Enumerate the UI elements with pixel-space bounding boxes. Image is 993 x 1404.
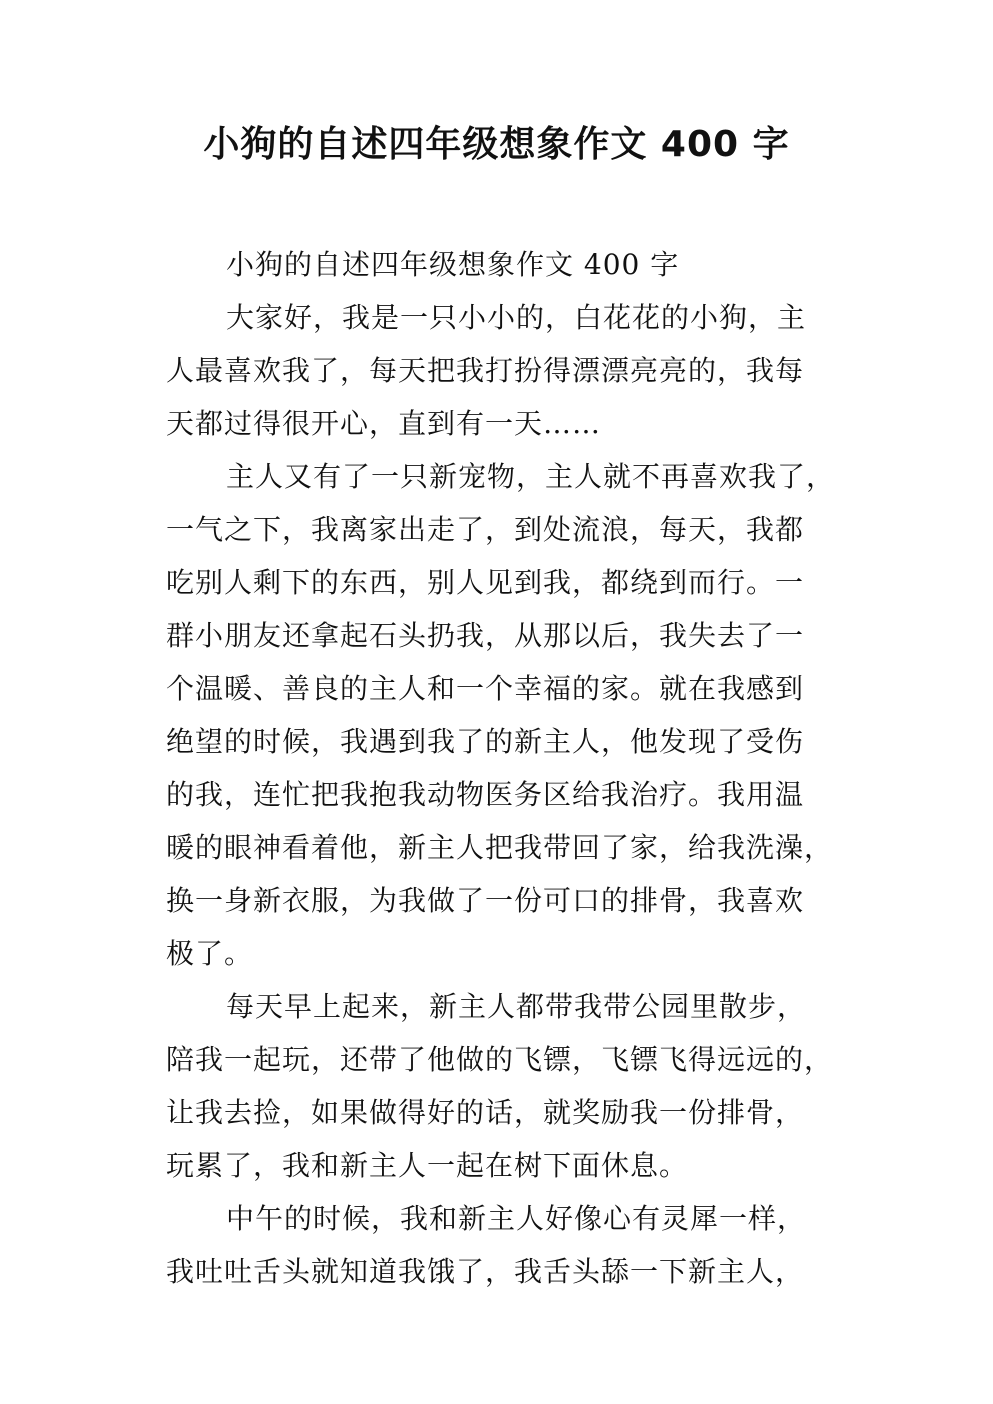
- text-line: 极了。: [166, 937, 254, 970]
- page-title: 小狗的自述四年级想象作文 400 字: [203, 124, 790, 165]
- text-line: 中午的时候，我和新主人好像心有灵犀一样，: [226, 1202, 807, 1235]
- text-line: 天都过得很开心，直到有一天……: [166, 407, 602, 440]
- text-line: 小狗的自述四年级想象作文 400 字: [226, 248, 680, 281]
- text-line: 玩累了，我和新主人一起在树下面休息。: [166, 1149, 689, 1182]
- text-line: 人最喜欢我了，每天把我打扮得漂漂亮亮的，我每: [166, 354, 805, 387]
- text-line: 个温暖、善良的主人和一个幸福的家。就在我感到: [166, 672, 805, 705]
- text-line: 大家好，我是一只小小的，白花花的小狗，主: [226, 301, 807, 334]
- text-line: 每天早上起来，新主人都带我带公园里散步，: [226, 990, 807, 1023]
- text-line: 主人又有了一只新宠物，主人就不再喜欢我了，: [226, 460, 836, 493]
- text-line: 的我，连忙把我抱我动物医务区给我治疗。我用温: [166, 778, 805, 811]
- text-line: 让我去捡，如果做得好的话，就奖励我一份排骨，: [166, 1096, 805, 1129]
- text-line: 换一身新衣服，为我做了一份可口的排骨，我喜欢: [166, 884, 805, 917]
- text-line: 陪我一起玩，还带了他做的飞镖，飞镖飞得远远的，: [166, 1043, 834, 1076]
- text-line: 暖的眼神看着他，新主人把我带回了家，给我洗澡，: [166, 831, 834, 864]
- text-line: 我吐吐舌头就知道我饿了，我舌头舔一下新主人，: [166, 1255, 805, 1288]
- text-line: 绝望的时候，我遇到我了的新主人，他发现了受伤: [166, 725, 805, 758]
- text-line: 群小朋友还拿起石头扔我，从那以后，我失去了一: [166, 619, 805, 652]
- text-line: 一气之下，我离家出走了，到处流浪，每天，我都: [166, 513, 805, 546]
- text-line: 吃别人剩下的东西，别人见到我，都绕到而行。一: [166, 566, 805, 599]
- document-body: [166, 238, 838, 1298]
